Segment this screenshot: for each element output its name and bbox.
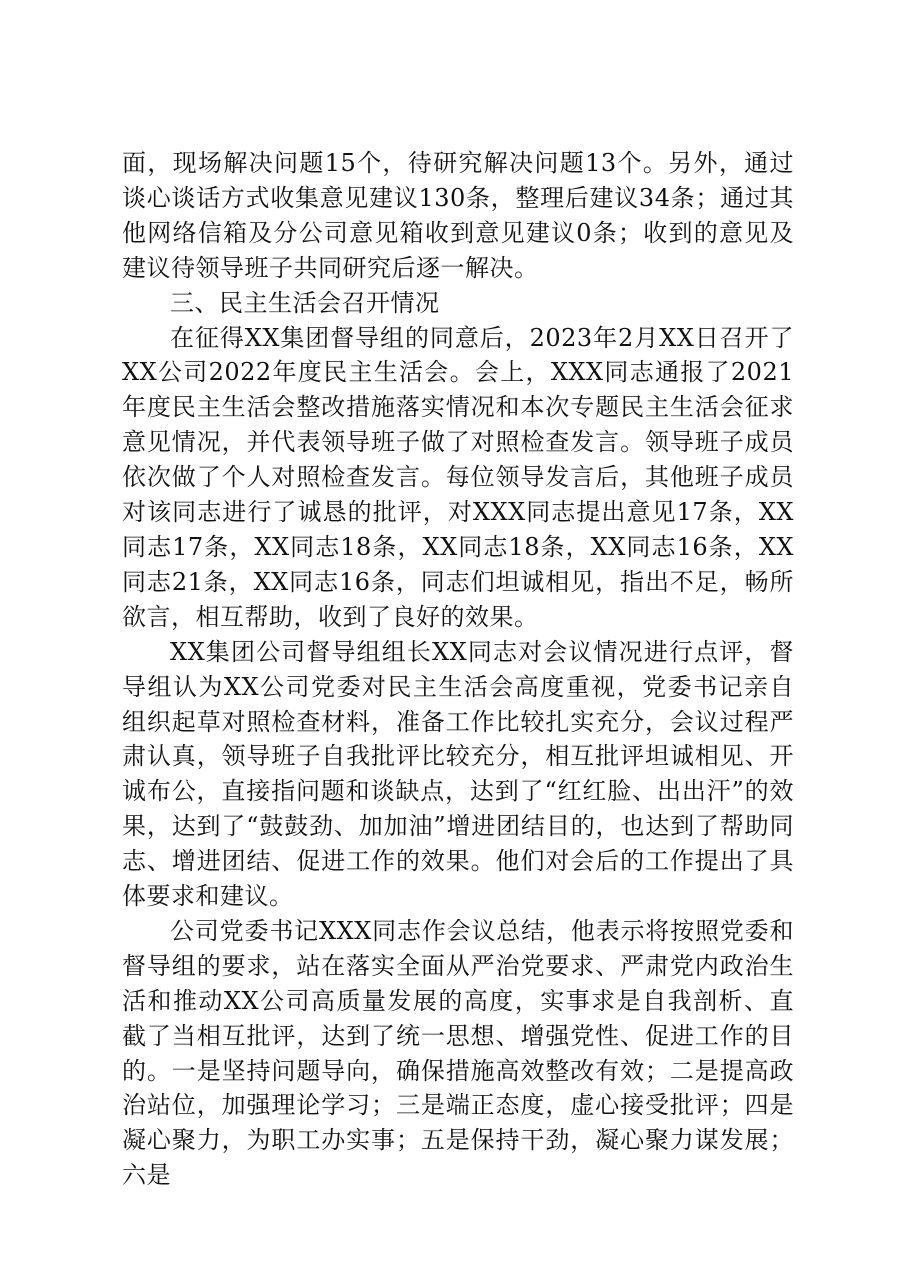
document-body	[122, 146, 794, 1193]
paragraph-continuation: 面，现场解决问题15个，待研究解决问题13个。另外，通过谈心谈话方式收集意见建议130条，整理后建议34条；通过其他网络信箱及分公司意见箱收到意见建议0条；收到的意见及建议待领导班子共同研究后逐一解决。	[122, 149, 794, 282]
paragraph-meeting-summary: 公司党委书记XXX同志作会议总结，他表示将按照党委和督导组的要求，站在落实全面从严治党要求、严肃党内政治生活和推动XX公司高质量发展的高度，实事求是自我剖析、直截了当相互批评，达到了统一思想、增强党性、促进工作的目的。一是坚持问题导向，确保措施高效整改有效；二是提高政治站位，加强理论学习；三是端正态度，虚心接受批评；四是凝心聚力，为职工办实事；五是保持干劲，凝心聚力谋发展；六是	[122, 916, 794, 1190]
paragraph-supervision-review: XX集团公司督导组组长XX同志对会议情况进行点评，督导组认为XX公司党委对民主生活会高度重视，党委书记亲自组织起草对照检查材料，准备工作比较扎实充分，会议过程严肃认真，领导班子自我批评比较充分，相互批评坦诚相见、开诚布公，直接指问题和谈缺点，达到了“红红脸、出出汗”的效果，达到了“鼓鼓劲、加加油”增进团结目的，也达到了帮助同志、增进团结、促进工作的效果。他们对会后的工作提出了具体要求和建议。	[122, 637, 794, 911]
section-heading-3: 三、民主生活会召开情况	[170, 288, 440, 317]
paragraph-meeting-overview: 在征得XX集团督导组的同意后，2023年2月XX日召开了XX公司2022年度民主生活会。会上，XXX同志通报了2021年度民主生活会整改措施落实情况和本次专题民主生活会征求意见情况，并代表领导班子做了对照检查发言。领导班子成员依次做了个人对照检查发言。每位领导发言后，其他班子成员对该同志进行了诚恳的批评，对XXX同志提出意见17条，XX同志17条，XX同志18条，XX同志18条，XX同志16条，XX同志21条，XX同志16条，同志们坦诚相见，指出不足，畅所欲言，相互帮助，收到了良好的效果。	[122, 323, 794, 631]
